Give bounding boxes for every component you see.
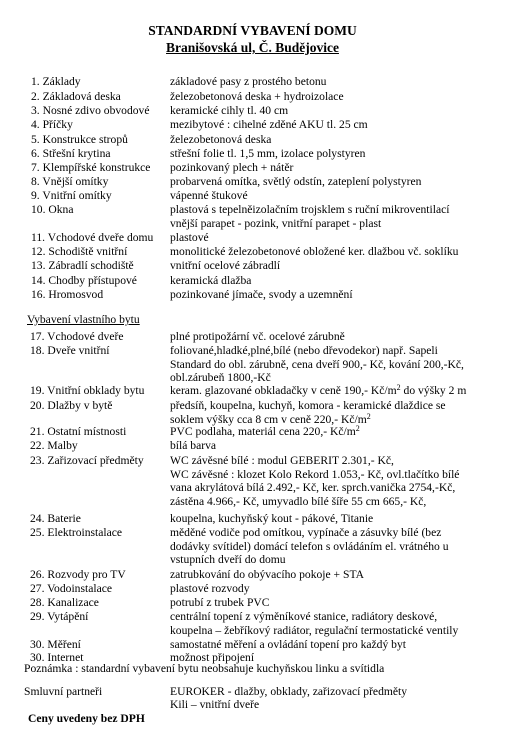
document-title: STANDARDNÍ VYBAVENÍ DOMU — [148, 23, 357, 38]
item-label: 23. Zařizovací předměty — [30, 454, 144, 467]
item-value-line — [170, 540, 500, 554]
item-value-line — [170, 610, 500, 624]
item-value-line — [170, 274, 500, 288]
item-label: 10. Okna — [31, 203, 74, 216]
item-value — [170, 454, 500, 508]
item-value-text: základové pasy z prostého betonu — [170, 75, 327, 88]
item-value-text: soklem výšky cca 8 cm v ceně 220,- Kč/m — [170, 412, 367, 426]
item-value-line — [170, 454, 500, 468]
item-value-text: plastové — [170, 231, 209, 244]
item-value — [170, 245, 500, 259]
item-label: 25. Elektroinstalace — [30, 526, 123, 539]
item-value-line — [170, 439, 500, 453]
item-value — [170, 568, 500, 582]
item-value — [170, 425, 500, 439]
item-value-line — [170, 189, 500, 203]
item-value-text: WC závěsné bílé : modul GEBERIT 2.301,- Kč, — [170, 454, 394, 467]
item-label: 13. Zábradlí schodiště — [31, 259, 134, 272]
item-label: 28. Kanalizace — [30, 596, 99, 609]
item-value-line — [170, 568, 500, 582]
item-value — [170, 288, 500, 302]
superscript: 2 — [396, 383, 401, 392]
item-value-text: zatrubkování do obývacího pokoje + STA — [170, 568, 364, 581]
item-value — [170, 133, 500, 147]
item-value-text: keramické cihly tl. 40 cm — [170, 104, 289, 117]
item-value-line — [170, 371, 500, 385]
item-value — [170, 259, 500, 273]
item-value — [170, 582, 500, 596]
item-label: 30. Internet — [30, 651, 84, 664]
item-value-text: keram. glazované obkladačky v ceně 190,- Kč/m — [170, 384, 397, 397]
item-label: 11. Vchodové dveře domu — [31, 231, 154, 244]
item-value — [170, 596, 500, 610]
item-value-line — [170, 217, 500, 231]
item-value-line — [170, 468, 500, 482]
superscript: 2 — [355, 424, 360, 433]
item-value-text: plné protipožární vč. ocelové zárubně — [170, 330, 345, 343]
item-label: 30. Měření — [30, 638, 81, 651]
item-value — [170, 384, 500, 398]
item-value-line — [170, 203, 500, 217]
item-value-line — [170, 624, 500, 638]
item-value-text: střešní folie tl. 1,5 mm, izolace polystyren — [170, 147, 366, 160]
item-value — [170, 512, 500, 526]
item-value — [170, 189, 500, 203]
item-value — [170, 399, 500, 426]
item-value-line — [170, 133, 500, 147]
item-value-line — [170, 425, 500, 439]
item-value — [170, 344, 500, 385]
item-value-text: zástěna 4.966,- Kč, umyvadlo bílé šíře 55 cm 665,- Kč, — [170, 494, 427, 508]
item-value — [170, 90, 500, 104]
item-value-text: WC závěsné : klozet Kolo Rekord 1.053,- Kč, ovl.tlačítko bílé — [170, 467, 460, 481]
item-label: 22. Malby — [30, 439, 78, 452]
footer-note: Poznámka : standardní vybavení bytu neobsahuje kuchyňskou linku a svítidla — [24, 662, 385, 675]
item-value-line — [170, 344, 500, 358]
item-value-line — [170, 399, 500, 413]
item-value — [170, 203, 500, 230]
item-value-line — [170, 90, 500, 104]
item-label: 12. Schodiště vnitřní — [31, 245, 128, 258]
item-label: 29. Vytápění — [30, 610, 89, 623]
item-value-text: probarvená omítka, světlý odstín, zateplení polystyren — [170, 175, 422, 188]
superscript: 2 — [366, 411, 371, 421]
item-label: 17. Vchodové dveře — [30, 330, 124, 343]
item-value — [170, 118, 500, 132]
item-value — [170, 638, 500, 652]
item-value — [170, 161, 500, 175]
item-value-line — [170, 245, 500, 259]
item-value-line — [170, 118, 500, 132]
item-value-line — [170, 358, 500, 372]
item-value-line — [170, 231, 500, 245]
item-value-text: železobetonová deska + hydroizolace — [170, 90, 344, 103]
item-label: 18. Dveře vnitřní — [30, 344, 110, 357]
prices-note: Ceny uvedeny bez DPH — [28, 712, 145, 725]
item-label: 20. Dlažby v bytě — [30, 399, 113, 412]
item-value-line — [170, 75, 500, 89]
item-label: 24. Baterie — [30, 512, 81, 525]
item-value-text: foliované,hladké,plné,bílé (nebo dřevodekor) např. Sapeli — [170, 344, 438, 357]
document-address: Branišovská ul, Č. Budějovice — [166, 40, 339, 55]
item-label: 2. Základová deska — [31, 90, 121, 103]
item-value-line — [170, 330, 500, 344]
partners-line-2: Kili – vnitřní dveře — [170, 698, 260, 711]
item-value-text: do výšky 2 m — [400, 384, 467, 397]
item-value-text: koupelna – žebříkový radiátor, regulační termostatické ventily — [170, 623, 459, 637]
partners-line-1: EUROKER - dlažby, obklady, zařizovací předměty — [170, 685, 408, 698]
item-label: 19. Vnitřní obklady bytu — [30, 384, 145, 397]
partners-label: Smluvní partneři — [24, 685, 103, 698]
item-value — [170, 330, 500, 344]
item-label: 5. Konstrukce stropů — [31, 133, 128, 146]
item-value — [170, 147, 500, 161]
item-value — [170, 439, 500, 453]
item-value-line — [170, 638, 500, 652]
item-value — [170, 104, 500, 118]
item-label: 9. Vnitřní omítky — [31, 189, 112, 202]
item-value-line — [170, 175, 500, 189]
item-value-text: plastové rozvody — [170, 582, 250, 595]
item-value-line — [170, 161, 500, 175]
item-label: 27. Vodoinstalace — [30, 582, 113, 595]
item-value-text: potrubí z trubek PVC — [170, 596, 270, 609]
item-value-text: vnitřní ocelové zábradlí — [170, 259, 281, 272]
item-label: 3. Nosné zdivo obvodové — [31, 104, 150, 117]
item-value-text: keramická dlažba — [170, 274, 252, 287]
item-value-line — [170, 481, 500, 495]
item-value-text: vápenné štukové — [170, 189, 248, 202]
item-value — [170, 175, 500, 189]
item-value-line — [170, 259, 500, 273]
item-value-line — [170, 512, 500, 526]
item-value — [170, 610, 500, 637]
item-value-text: vnější parapet - pozink, vnitřní parapet - plast — [170, 216, 382, 230]
item-label: 21. Ostatní místnosti — [30, 425, 127, 438]
item-value-text: předsíň, koupelna, kuchyň, komora - keramické dlaždice se — [170, 399, 446, 412]
item-label: 1. Základy — [31, 75, 81, 88]
item-label: 6. Střešní krytina — [31, 147, 111, 160]
item-value-line — [170, 147, 500, 161]
item-value-text: vana akrylátová bílá 2.492,- Kč, ker. sprch.vanička 2754,-Kč, — [170, 481, 456, 495]
item-value-line — [170, 104, 500, 118]
item-label: 14. Chodby přístupové — [31, 274, 137, 287]
item-value — [170, 526, 500, 567]
item-value-text: bílá barva — [170, 439, 217, 452]
item-label: 26. Rozvody pro TV — [30, 568, 126, 581]
item-label: 7. Klempířské konstrukce — [31, 161, 151, 174]
item-value-text: centrální topení z výměníkové stanice, radiátory deskové, — [170, 610, 438, 623]
item-value-text: možnost připojení — [170, 651, 255, 664]
item-value-text: mezibytové : cihelné zděné AKU tl. 25 cm — [170, 118, 368, 131]
item-label: 8. Vnější omítky — [31, 175, 109, 188]
item-value-text: železobetonová deska — [170, 133, 272, 146]
item-value-text: pozinkované jímače, svody a uzemnění — [170, 288, 353, 301]
item-value — [170, 75, 500, 89]
item-label: 4. Příčky — [31, 118, 73, 131]
item-value-line — [170, 526, 500, 540]
item-value-text: vstupních dveří do domu — [170, 553, 286, 567]
item-value-text: dodávky svítidel) domácí telefon s ovládáním el. vrátného u — [170, 539, 449, 553]
item-value-text: Standard do obl. zárubně, cena dveří 900,- Kč, kování 200,-Kč, — [170, 357, 464, 371]
item-value-line — [170, 582, 500, 596]
item-value-line — [170, 553, 500, 567]
item-value-text: pozinkovaný plech + nátěr — [170, 161, 294, 174]
item-value-text: samostatné měření a ovládání topení pro každý byt — [170, 638, 406, 651]
item-value — [170, 231, 500, 245]
item-value-text: koupelna, kuchyňský kout - pákové, Titanie — [170, 512, 374, 525]
item-value-text: obl.zárubeň 1800,-Kč — [170, 371, 271, 385]
item-value-line — [170, 384, 500, 398]
item-value — [170, 274, 500, 288]
item-label: 16. Hromosvod — [31, 288, 104, 301]
item-value-text: plastová s tepelněizolačním trojsklem s ruční mikroventilací — [170, 203, 450, 216]
item-value-line — [170, 495, 500, 509]
item-value-line — [170, 288, 500, 302]
apartment-section-heading: Vybavení vlastního bytu — [27, 313, 140, 326]
item-value-text: PVC podlaha, materiál cena 220,- Kč/m — [170, 425, 356, 438]
item-value-text: monolitické železobetonové obložené ker. dlažbou vč. soklíku — [170, 245, 459, 258]
item-value-line — [170, 596, 500, 610]
item-value-text: měděné vodiče pod omítkou, vypínače a zásuvky bílé (bez — [170, 526, 442, 539]
